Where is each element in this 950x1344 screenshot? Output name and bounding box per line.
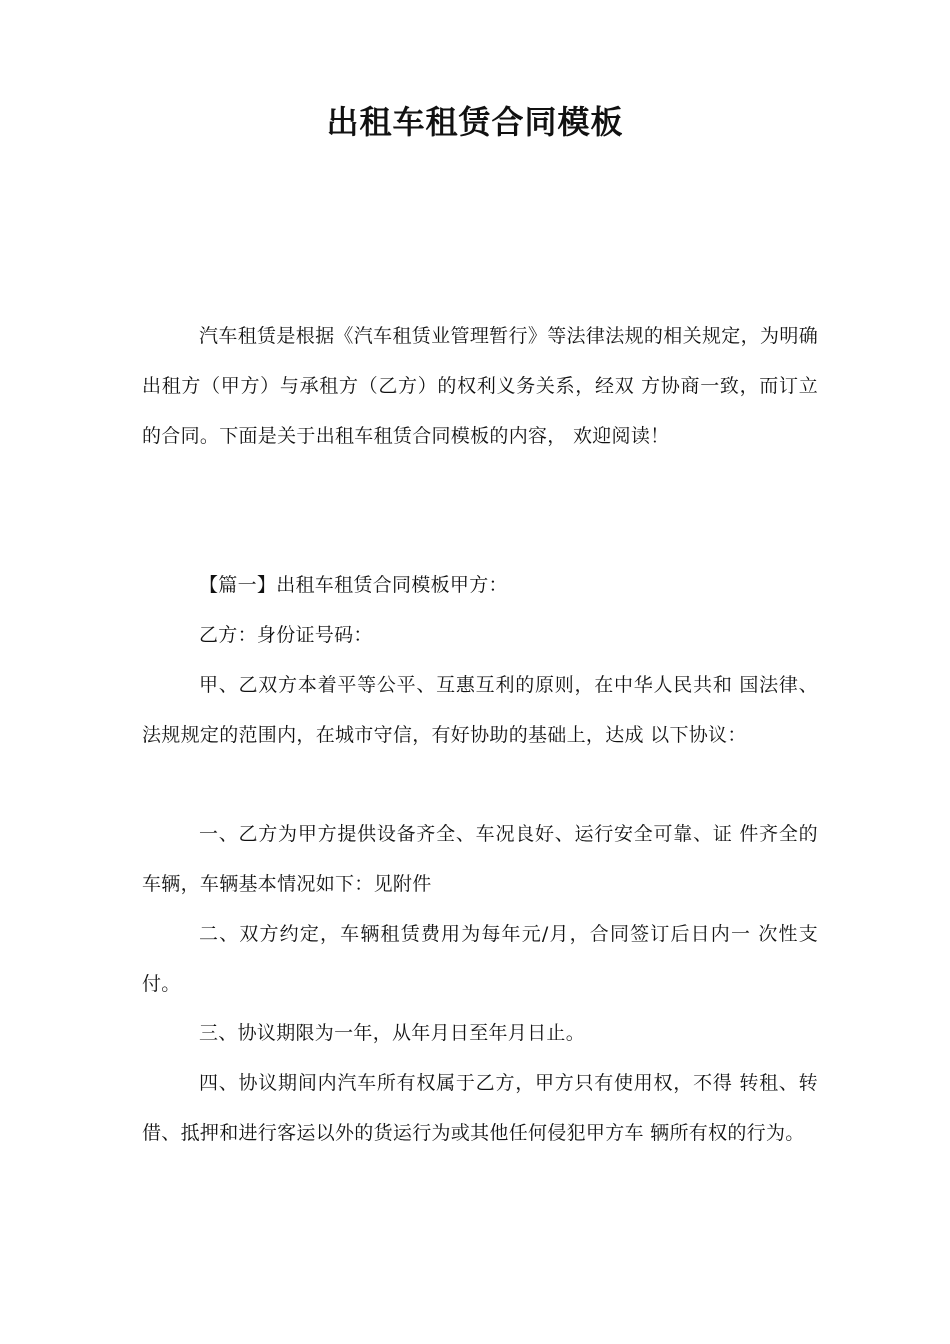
clause-3: 三、协议期限为一年，从年月日至年月日止。 bbox=[199, 1022, 586, 1044]
document-title: 出租车租赁合同模板 bbox=[326, 103, 624, 141]
party-b-line: 乙方：身份证号码： bbox=[199, 624, 373, 646]
intro-paragraph: 汽车租赁是根据《汽车租赁业管理暂行》等法律法规的相关规定，为明确出租方（甲方）与承租方（乙方）的权利义务关系，经双 方协商一致，而订立的合同。下面是关于出租车租赁合同模板的内容， 欢迎阅读！ bbox=[142, 325, 818, 447]
clause-4: 四、协议期间内汽车所有权属于乙方，甲方只有使用权，不得 转租、转借、抵押和进行客运以外的货运行为或其他任何侵犯甲方车 辆所有权的行为。 bbox=[142, 1072, 818, 1144]
clause-2: 二、双方约定，车辆租赁费用为每年元/月，合同签订后日内一 次性支付。 bbox=[142, 923, 818, 995]
preamble-paragraph: 甲、乙双方本着平等公平、互惠互利的原则，在中华人民共和 国法律、法规规定的范围内，在城市守信，有好协助的基础上，达成 以下协议： bbox=[142, 674, 818, 746]
section-heading: 【篇一】出租车租赁合同模板甲方： bbox=[199, 574, 508, 596]
clause-1: 一、乙方为甲方提供设备齐全、车况良好、运行安全可靠、证 件齐全的车辆，车辆基本情况如下：见附件 bbox=[142, 823, 818, 895]
